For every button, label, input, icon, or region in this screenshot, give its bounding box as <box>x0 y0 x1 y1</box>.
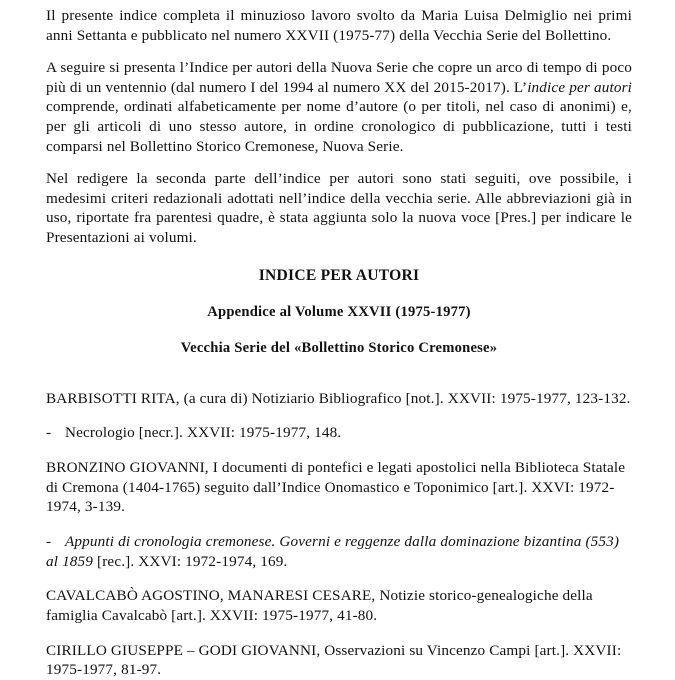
headings-section <box>46 266 632 358</box>
text-run: CIRILLO GIUSEPPE – GODI GIOVANNI, Osservazioni su Vincenzo Campi [art.]. XXVII: 1975-1977, 81-97. <box>46 641 622 679</box>
bibliography-entry <box>46 389 632 409</box>
bibliography-list <box>46 389 632 680</box>
text-run: Nel redigere la seconda parte dell’indice per autori sono stati seguiti, ove possibile, i medesimi criteri redazionali adottati nell’indice della vecchia serie. Alle abbreviazioni già in uso, riportate fra parentesi quadre, è stata aggiunta solo la nuova voce [Pres.] per indicare le Presentazioni ai volumi. <box>46 170 632 246</box>
page-title: INDICE PER AUTORI <box>258 266 420 284</box>
entry-dash-marker: - <box>46 533 52 551</box>
text-run: A seguire si presenta l’Indice per autori della Nuova Serie che copre un arco di tempo di poco più di un ventennio (dal numero I del 1994 al numero XX del 2015-2017). L’ <box>46 59 632 96</box>
text-run: Necrologio [necr.]. XXVII: 1975-1977, 148. <box>65 424 342 442</box>
text-run: CAVALCABÒ AGOSTINO, MANARESI CESARE, Notizie storico-genealogiche della famiglia Cavalcabò [art.]. XXVII: 1975-1977, 41-80. <box>46 587 593 625</box>
text-run: BRONZINO GIOVANNI, I documenti di pontefici e legati apostolici nella Biblioteca Statale di Cremona (1404-1765) seguito dall’Indice Onomastico e Toponimico [art.]. XXVI: 1972-1974, 3-139. <box>46 459 626 516</box>
intro-section <box>46 6 632 248</box>
italic-run: Appunti di cronologia cremonese. Governi e reggenze dalla dominazione bizantina (553) al 1859 <box>46 533 620 570</box>
italic-run: indice per autori <box>527 78 632 96</box>
text-run: BARBISOTTI RITA, (a cura di) Notiziario Bibliografico [not.]. XXVII: 1975-1977, 123-132. <box>46 389 631 407</box>
page-subtitle-secondary: Vecchia Serie del «Bollettino Storico Cremonese» <box>180 339 498 356</box>
page-subtitle: Appendice al Volume XXVII (1975-1977) <box>207 303 471 320</box>
text-run: comprende, ordinati alfabeticamente per nome d’autore (o per titoli, nel caso di anonimi) e, per gli articoli di uno stesso autore, in ordine cronologico di pubblicazione, tutti i testi comparsi nel Bollettino Storico Cremonese, Nuova Serie. <box>46 98 632 155</box>
bibliography-entry <box>46 458 632 517</box>
text-run: Il presente indice completa il minuzioso lavoro svolto da Maria Luisa Delmiglio nei primi anni Settanta e pubblicato nel numero XXVII (1975-77) della Vecchia Serie del Bollettino. <box>46 7 632 44</box>
bibliography-sub-entry <box>46 532 632 571</box>
bibliography-entry <box>46 586 632 625</box>
bibliography-sub-entry <box>46 423 632 443</box>
intro-paragraph <box>46 58 632 156</box>
intro-paragraph <box>46 6 632 45</box>
text-run: [rec.]. XXVI: 1972-1974, 169. <box>93 552 288 570</box>
bibliography-entry <box>46 641 632 680</box>
intro-paragraph <box>46 169 632 247</box>
entry-dash-marker: - <box>46 424 52 442</box>
